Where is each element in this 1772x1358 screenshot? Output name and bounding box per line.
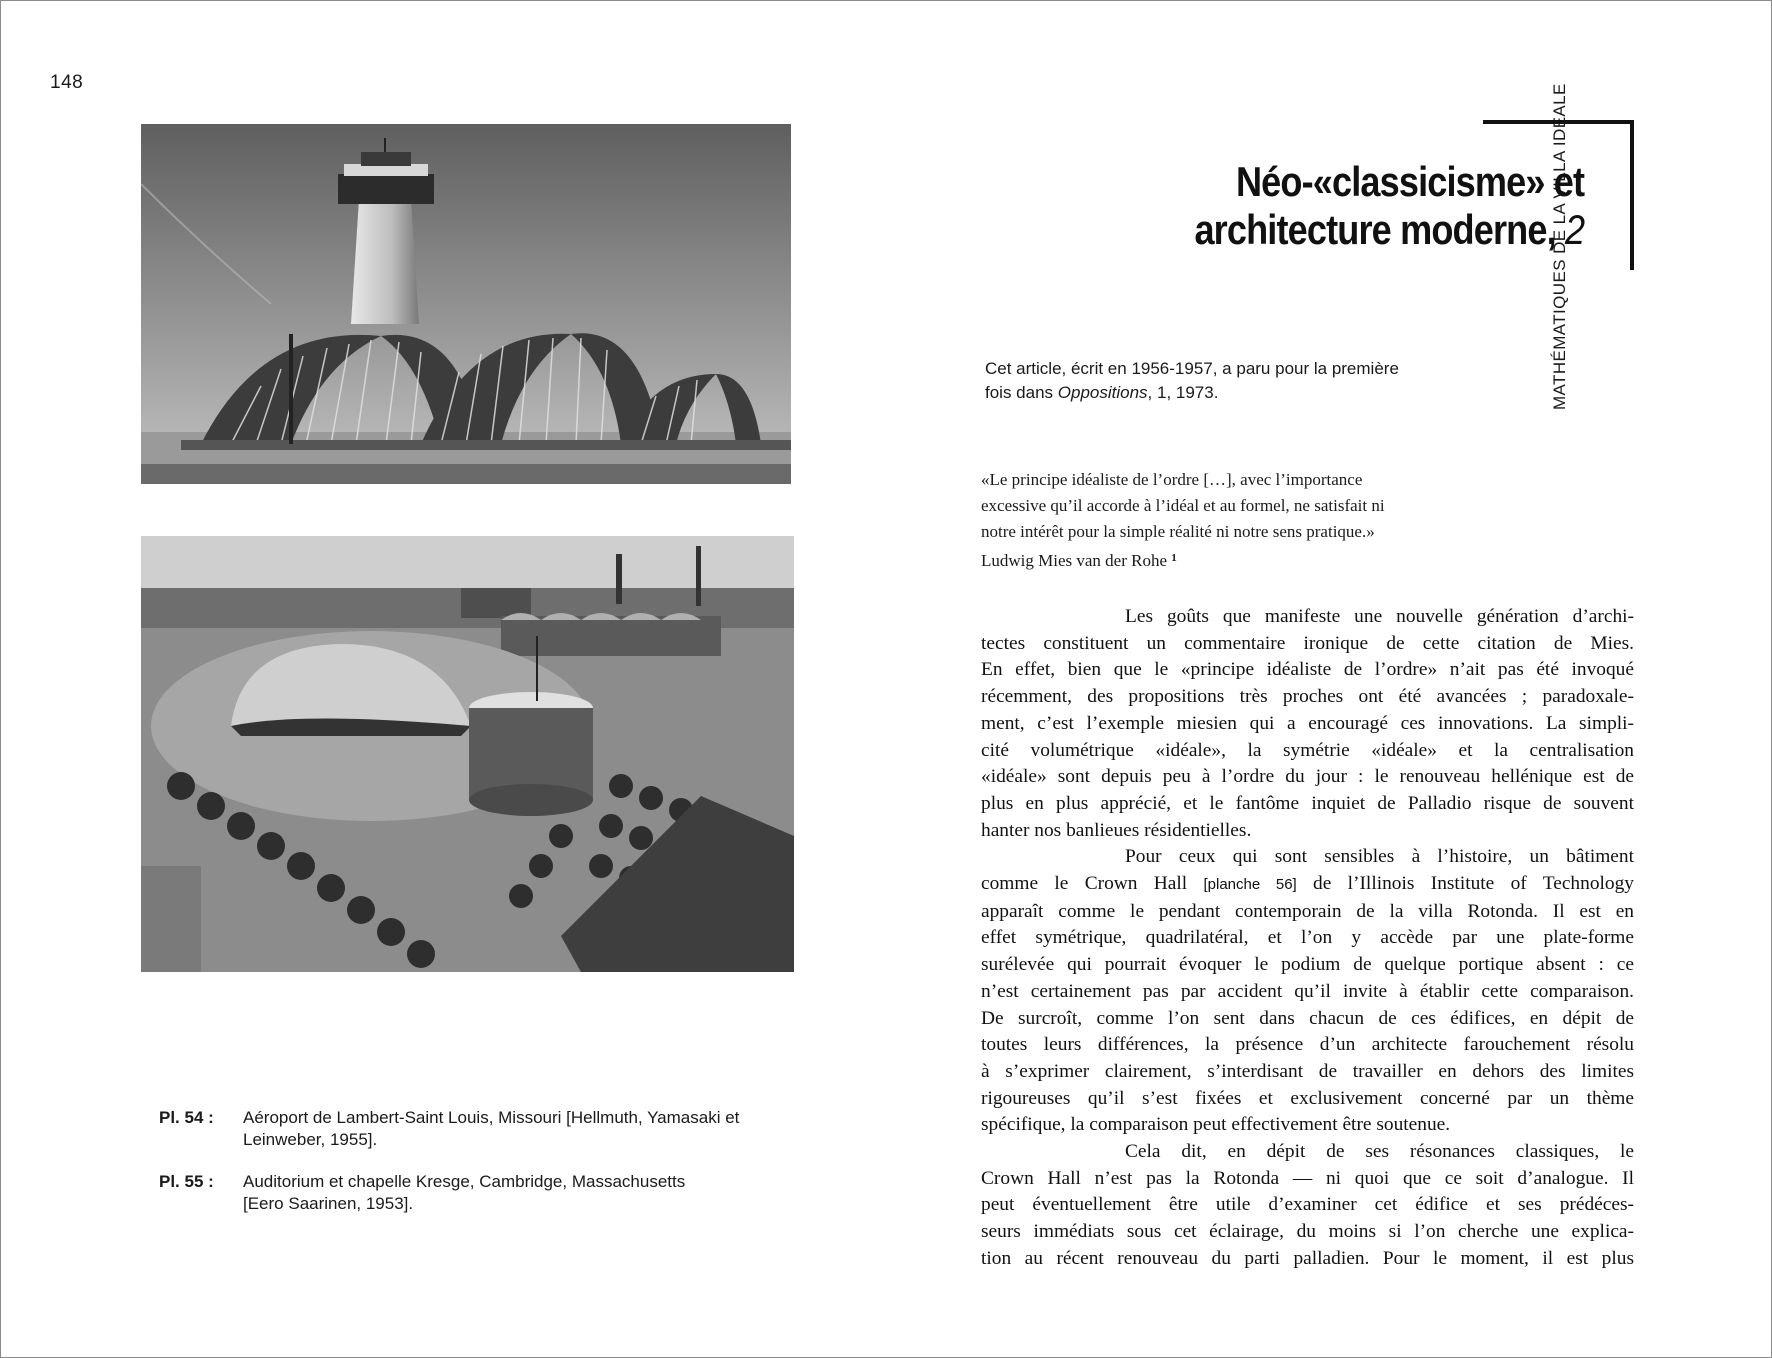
intro-part-1: Cet article, écrit en 1956-1957, a paru pour la première fois dans <box>985 359 1399 402</box>
title-number: 2 <box>1564 206 1584 253</box>
body-line: n’est certainement pas par accident qu’il invite à établir cette comparaison. <box>981 980 1634 1002</box>
plate-reference: [planche 56] <box>1203 876 1297 894</box>
journal-name: Oppositions <box>1057 383 1148 402</box>
body-line: hanter nos banlieues résidentielles. <box>981 819 1252 841</box>
intro-part-2: , 1, 1973. <box>1147 383 1219 402</box>
article-title <box>1194 158 1584 254</box>
caption-line: Auditorium et chapelle Kresge, Cambridge, Massachusetts <box>243 1172 686 1191</box>
body-text <box>981 604 1634 1273</box>
photo-auditorium <box>141 536 794 972</box>
epigraph-line: «Le principe idéaliste de l’ordre […], avec l’importance <box>981 470 1363 489</box>
body-line: De surcroît, comme l’on sent dans chacun de ces édifices, en dépit de <box>981 1007 1634 1029</box>
body-line: ment, c’est l’exemple miesien qui a encouragé ces innovations. La simpli- <box>981 712 1634 734</box>
caption-text <box>243 1171 799 1215</box>
body-line: «idéale» sont depuis peu à l’ordre du jour : le renouveau hellénique est de <box>981 766 1634 788</box>
body-line: tectes constituent un commentaire ironique de cette citation de Mies. <box>981 632 1634 654</box>
body-line: seurs immédiats sous cet éclairage, du moins si l’on cherche une explica- <box>981 1221 1634 1243</box>
body-line: à s’exprimer clairement, s’interdisant de travailler en dehors des limites <box>981 1060 1634 1082</box>
caption-line: Leinweber, 1955]. <box>243 1130 378 1149</box>
epigraph-author: Ludwig Mies van der Rohe <box>981 551 1168 570</box>
body-line: Les goûts que manifeste une nouvelle génération d’archi- <box>1125 606 1634 627</box>
body-line: récemment, des propositions très proches ont été avancées ; paradoxale- <box>981 686 1634 708</box>
epigraph-line: notre intérêt pour la simple réalité ni notre sens pratique.» <box>981 522 1375 541</box>
body-line: plus en plus apprécié, et le fantôme inquiet de Palladio risque de souvent <box>981 792 1634 814</box>
epigraph-line: excessive qu’il accorde à l’idéal et au formel, ne satisfait ni <box>981 496 1385 515</box>
body-line: peut éventuellement être utile d’examiner cet édifice et ses prédéces- <box>981 1194 1634 1216</box>
photo-airport <box>141 124 791 484</box>
footnote-marker: 1 <box>1171 552 1177 564</box>
caption-label: Pl. 55 : <box>159 1172 214 1191</box>
body-line: cité volumétrique «idéale», la symétrie «idéale» et la centralisation <box>981 739 1634 761</box>
publication-note <box>985 357 1415 405</box>
caption-line: Aéroport de Lambert-Saint Louis, Missouri [Hellmuth, Yamasaki et <box>243 1108 740 1127</box>
body-line-crown-hall <box>981 871 1634 899</box>
body-line: Crown Hall n’est pas la Rotonda — ni quoi que ce soit d’analogue. Il <box>981 1167 1634 1189</box>
caption-line: [Eero Saarinen, 1953]. <box>243 1194 414 1213</box>
body-line: toutes leurs différences, la présence d’un architecte farouchement résolu <box>981 1034 1634 1056</box>
body-line: surélevée qui pourrait évoquer le podium de quelque portique absent : ce <box>981 954 1634 976</box>
title-line-2 <box>1194 206 1584 254</box>
caption-text <box>243 1107 799 1151</box>
body-line: apparaît comme le pendant contemporain de la villa Rotonda. Il est en <box>981 900 1634 922</box>
body-line: effet symétrique, quadrilatéral, et l’on y accède par une plate-forme <box>981 927 1634 949</box>
body-line-text: de l’Illinois Institute of Technology <box>1296 873 1634 895</box>
title-line-1: Néo-«classicisme» et <box>1235 158 1584 205</box>
epigraph-author-line <box>981 545 1481 574</box>
running-header: MATHÉMATIQUES DE LA VILLA IDÉALE <box>1550 83 1569 410</box>
body-line-text: comme le Crown Hall <box>981 873 1204 895</box>
caption-plate-54 <box>159 1107 799 1151</box>
body-line: rigoureuses qu’il s’est fixées et exclusivement concerné par un thème <box>981 1087 1634 1109</box>
page-number: 148 <box>50 72 84 93</box>
body-line: En effet, bien que le «principe idéaliste de l’ordre» n’ait pas été invoqué <box>981 659 1634 681</box>
body-line: Cela dit, en dépit de ses résonances classiques, le <box>1125 1141 1634 1163</box>
body-line: spécifique, la comparaison peut effectivement être soutenue. <box>981 1114 1451 1136</box>
body-line: Pour ceux qui sont sensibles à l’histoire, un bâtiment <box>1125 846 1634 868</box>
epigraph <box>981 467 1481 574</box>
body-line: tion au récent renouveau du parti palladien. Pour le moment, il est plus <box>981 1247 1634 1269</box>
title-line-2-main: architecture moderne, <box>1194 206 1565 253</box>
caption-plate-55 <box>159 1171 799 1215</box>
caption-label: Pl. 54 : <box>159 1108 214 1127</box>
